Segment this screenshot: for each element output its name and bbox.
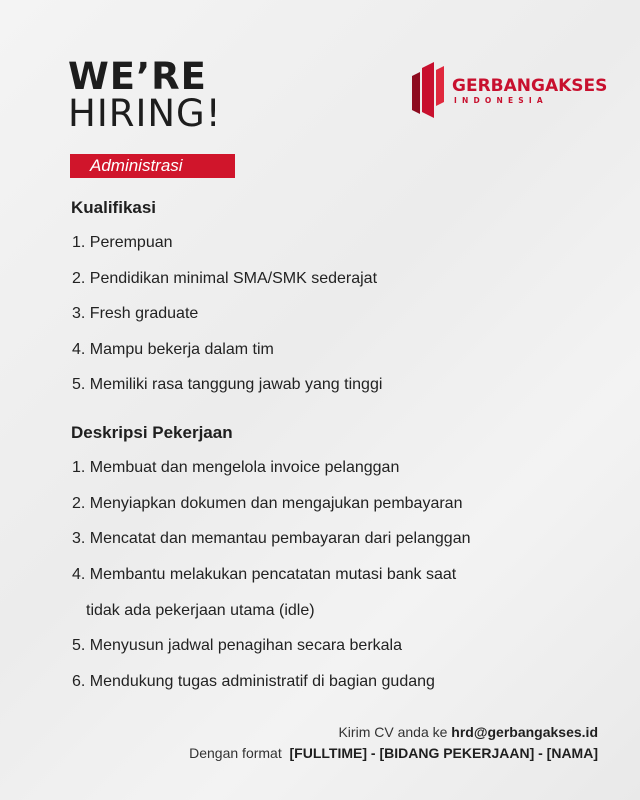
qualifications-list [72, 234, 382, 412]
logo-brand: GERBANGAKSES [452, 76, 608, 96]
list-item-continuation: tidak ada pekerjaan utama (idle) [86, 601, 315, 619]
list-item: 3. Fresh graduate [72, 305, 199, 322]
list-item: 4. Membantu melakukan pencatatan mutasi bank saat [72, 566, 457, 584]
headline-line-1: WE’RE [68, 55, 207, 98]
list-item: 3. Mencatat dan memantau pembayaran dari pelanggan [72, 530, 471, 548]
headline-line-2: HIRING! [68, 92, 222, 135]
list-item: 2. Pendidikan minimal SMA/SMK sederajat [72, 269, 378, 287]
list-item: 5. Menyusun jadwal penagihan secara berkala [72, 637, 402, 655]
footer-line-format: Dengan format [FULLTIME] - [BIDANG PEKERJAAN] - [NAMA] [189, 745, 598, 761]
job-description-title: Deskripsi Pekerjaan [71, 423, 233, 442]
list-item: 2. Menyiapkan dokumen dan mengajukan pembayaran [72, 494, 463, 512]
contact-email: hrd@gerbangakses.id [451, 724, 598, 740]
qualifications-title: Kualifikasi [71, 198, 157, 217]
hiring-headline [68, 55, 222, 135]
company-logo [410, 62, 608, 118]
list-item: 5. Memiliki rasa tanggung jawab yang tinggi [72, 376, 383, 393]
list-item: 1. Membuat dan mengelola invoice pelanggan [72, 459, 400, 476]
logo-text [452, 76, 607, 106]
cv-format: [FULLTIME] - [BIDANG PEKERJAAN] - [NAMA] [289, 745, 598, 761]
job-description-list [72, 459, 470, 709]
footer-line-email: Kirim CV anda ke hrd@gerbangakses.id [338, 724, 598, 740]
list-item: 1. Perempuan [72, 234, 173, 251]
logo-subtitle: INDONESIA [454, 96, 548, 105]
list-item: 6. Mendukung tugas administratif di bagian gudang [72, 673, 435, 691]
application-footer [189, 722, 598, 764]
list-item: 4. Mampu bekerja dalam tim [72, 340, 274, 358]
position-tag: Administrasi [70, 154, 235, 178]
gate-logo-icon [410, 62, 446, 118]
